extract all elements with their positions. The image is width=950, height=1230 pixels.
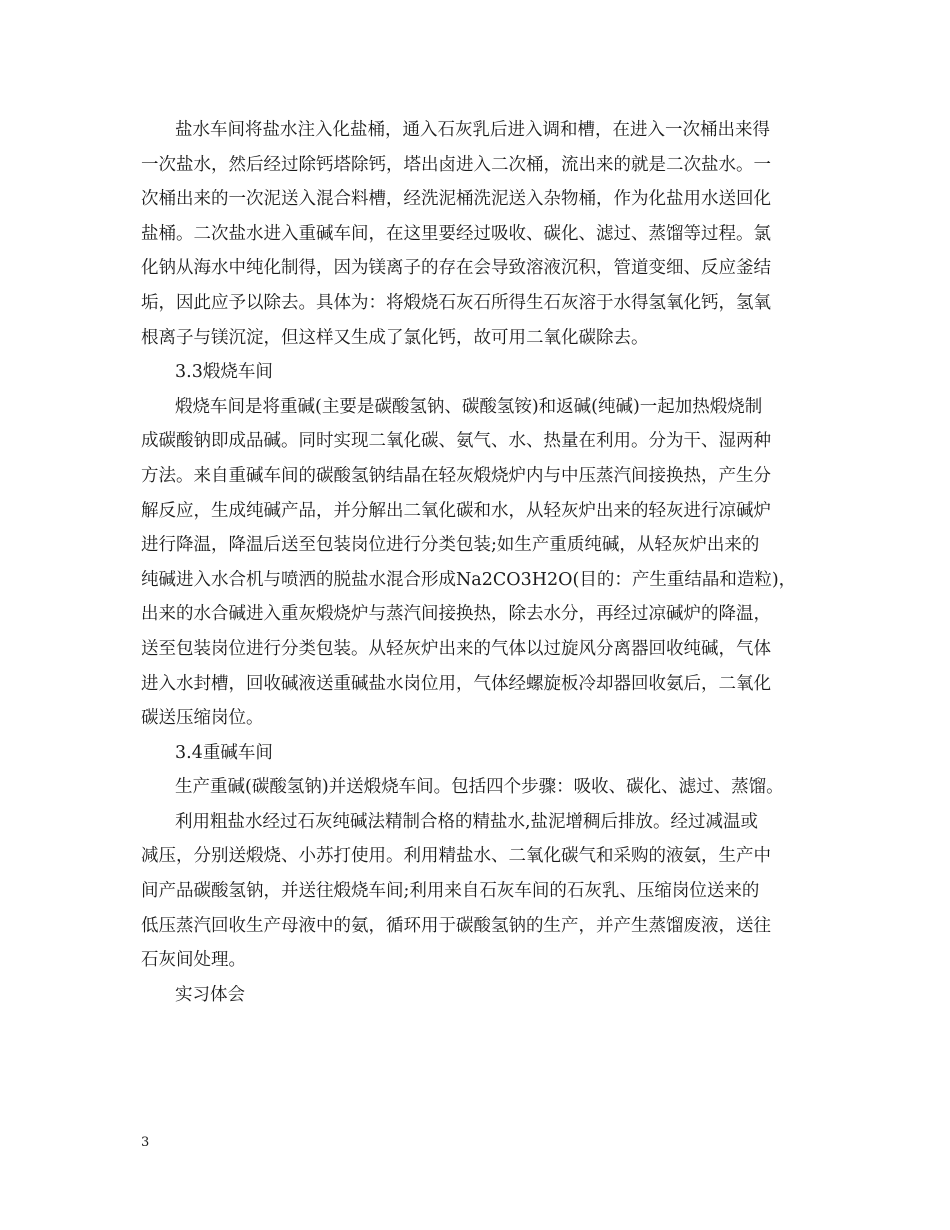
paragraph-line: 根离子与镁沉淀，但这样又生成了氯化钙，故可用二氧化碳除去。	[141, 327, 649, 348]
paragraph-line: 盐水车间将盐水注入化盐桶，通入石灰乳后进入调和槽，在进入一次桶出来得	[175, 120, 770, 140]
paragraph-line: 垢，因此应予以除去。具体为：将煅烧石灰石所得生石灰溶于水得氢氧化钙，氢氧	[141, 292, 771, 313]
paragraph-line: 间产品碳酸氢钠，并送往煅烧车间;利用来自石灰车间的石灰乳、压缩岗位送来的	[141, 881, 760, 902]
paragraph-line: 出来的水合碱进入重灰煅烧炉与蒸汽间接换热，除去水分，再经过凉碱炉的降温，	[141, 604, 771, 625]
document-body	[141, 113, 827, 1012]
section-heading: 3.3煅烧车间	[175, 362, 273, 383]
paragraph-line: 次桶出来的一次泥送入混合料槽，经洗泥桶洗泥送入杂物桶，作为化盐用水送回化	[141, 189, 771, 210]
paragraph-line: 煅烧车间是将重碱(主要是碳酸氢钠、碳酸氢铵)和返碱(纯碱)一起加热煅烧制	[175, 396, 763, 417]
paragraph-line: 碳送压缩岗位。	[141, 708, 264, 729]
paragraph-line: 减压，分别送煅烧、小苏打使用。利用精盐水、二氧化碳气和采购的液氨，生产中	[141, 846, 771, 867]
paragraph-line: 利用粗盐水经过石灰纯碱法精制合格的精盐水,盐泥增稠后排放。经过减温或	[175, 811, 759, 832]
paragraph-line: 解反应，生成纯碱产品，并分解出二氧化碳和水，从轻灰炉出来的轻灰进行凉碱炉	[141, 500, 771, 521]
section-heading: 3.4重碱车间	[175, 742, 273, 763]
paragraph-line: 化钠从海水中纯化制得，因为镁离子的存在会导致溶液沉积，管道变细、反应釜结	[141, 258, 771, 279]
paragraph-line: 进行降温，降温后送至包装岗位进行分类包装;如生产重质纯碱，从轻灰炉出来的	[141, 535, 760, 556]
paragraph-line: 低压蒸汽回收生产母液中的氨，循环用于碳酸氢钠的生产，并产生蒸馏废液，送往	[141, 915, 771, 936]
paragraph-line: 一次盐水，然后经过除钙塔除钙，塔出卤进入二次桶，流出来的就是二次盐水。一	[141, 154, 771, 175]
paragraph-line: 纯碱进入水合机与喷洒的脱盐水混合形成Na2CO3H2O(目的：产生重结晶和造粒)，	[141, 569, 797, 590]
paragraph-line: 送至包装岗位进行分类包装。从轻灰炉出来的气体以过旋风分离器回收纯碱，气体	[141, 638, 771, 659]
page-number: 3	[141, 1135, 150, 1150]
paragraph-line: 石灰间处理。	[141, 950, 246, 971]
paragraph-line: 成碳酸钠即成品碱。同时实现二氧化碳、氨气、水、热量在利用。分为干、湿两种	[141, 431, 771, 452]
paragraph-line: 生产重碱(碳酸氢钠)并送煅烧车间。包括四个步骤：吸收、碳化、滤过、蒸馏。	[175, 777, 784, 798]
paragraph-line: 进入水封槽，回收碱液送重碱盐水岗位用，气体经螺旋板冷却器回收氨后，二氧化	[141, 673, 771, 694]
paragraph-line: 方法。来自重碱车间的碳酸氢钠结晶在轻灰煅烧炉内与中压蒸汽间接换热，产生分	[141, 465, 771, 486]
section-heading: 实习体会	[175, 984, 245, 1005]
paragraph-line: 盐桶。二次盐水进入重碱车间，在这里要经过吸收、碳化、滤过、蒸馏等过程。氯	[141, 223, 771, 244]
